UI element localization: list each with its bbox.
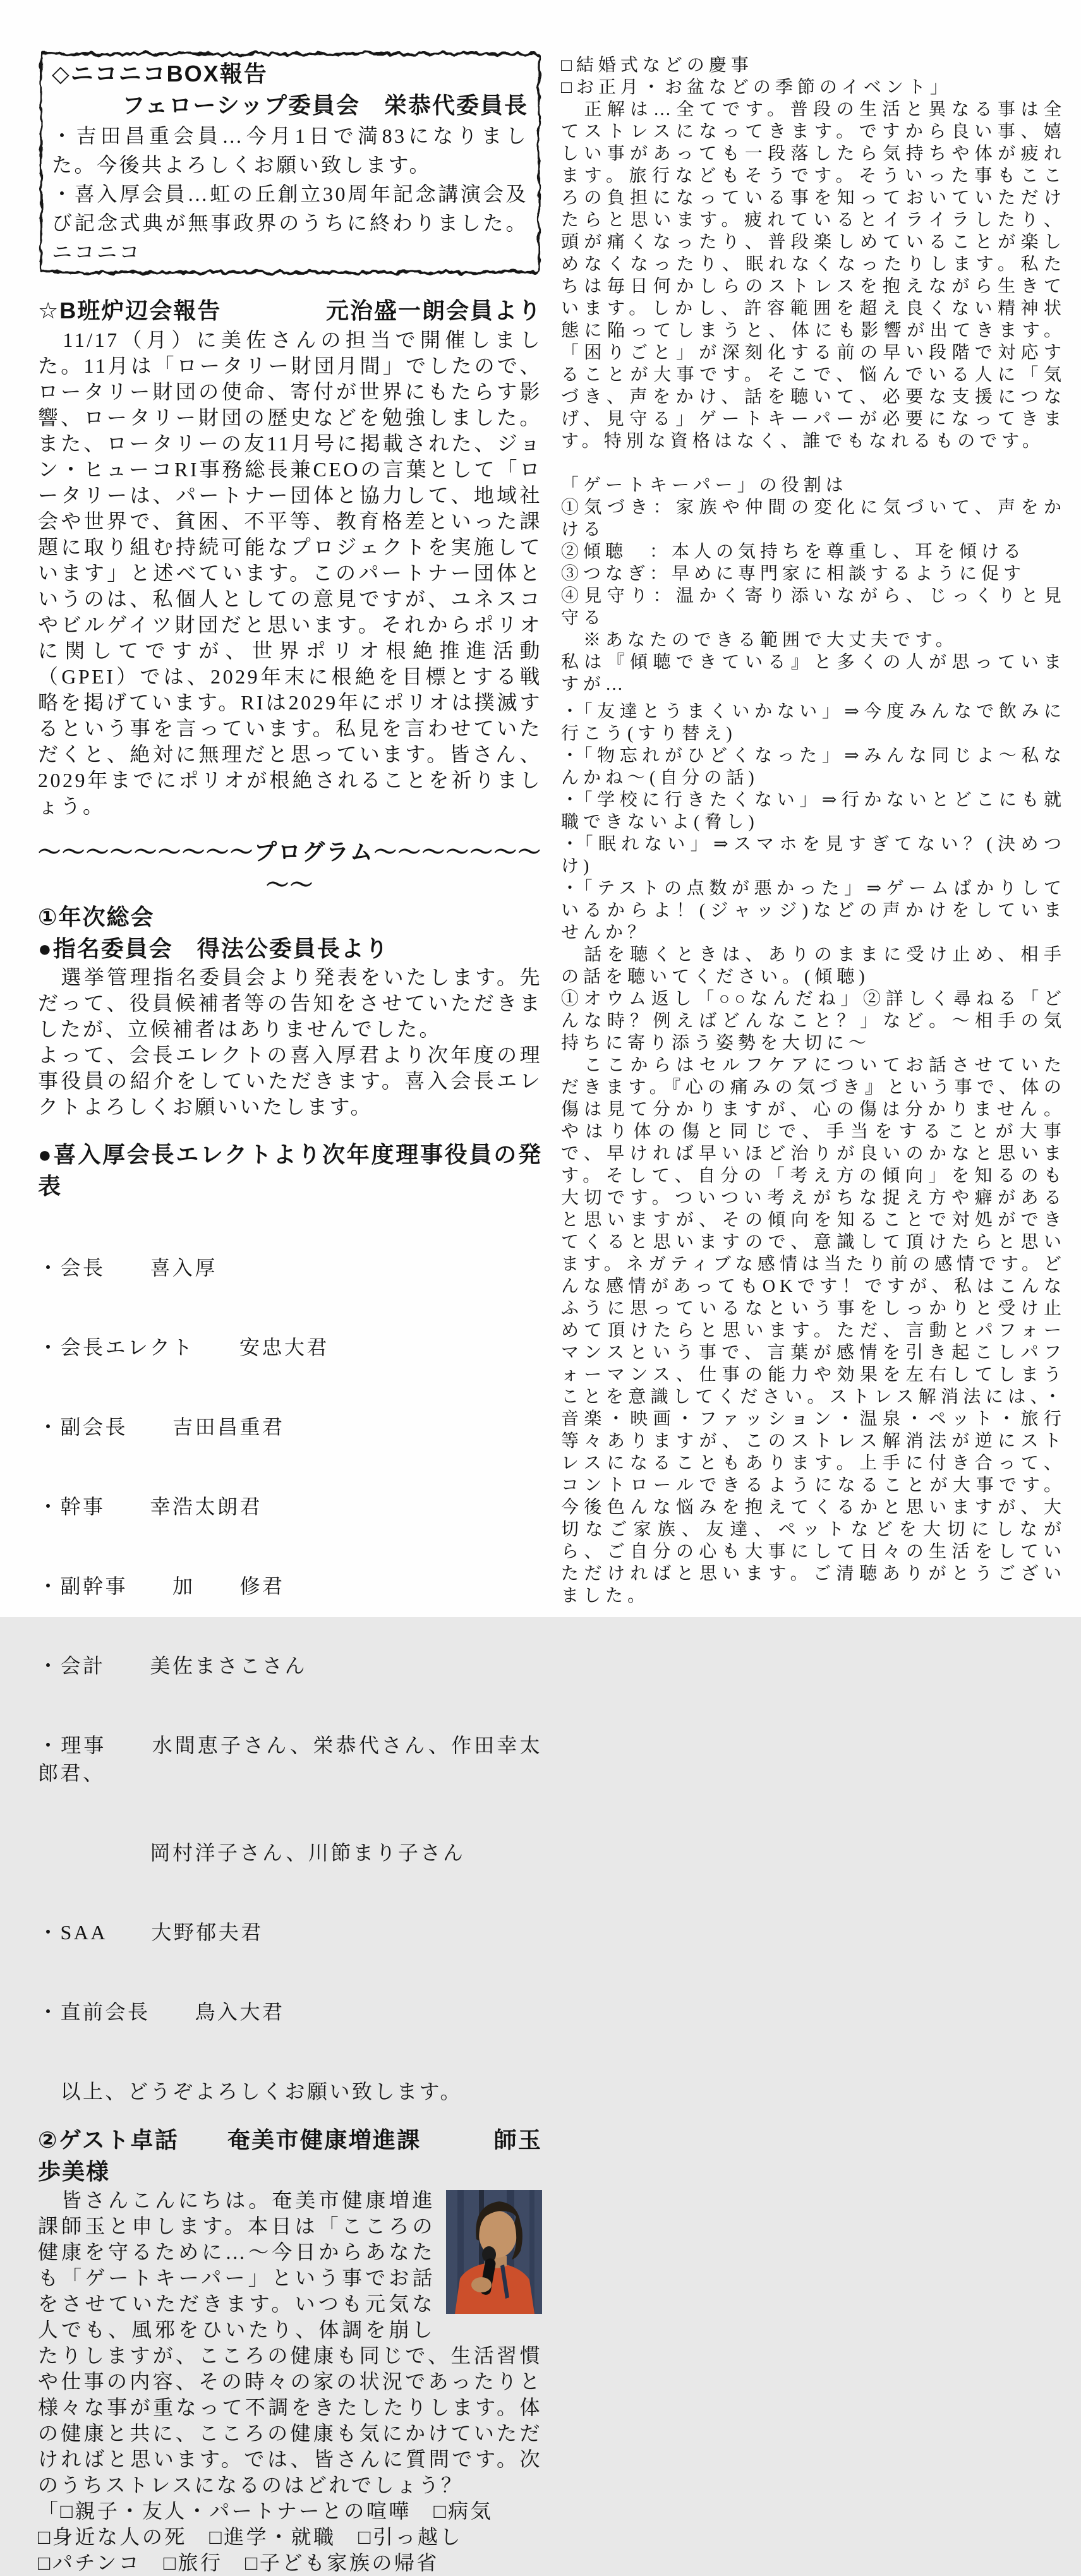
quiz-continuation-line: □お正月・お盆などの季節のイベント」 bbox=[561, 78, 952, 97]
speaker-photo bbox=[446, 2190, 542, 2314]
officer-item: 岡村洋子さん、川節まり子さん bbox=[38, 1841, 466, 1864]
nico-box-report bbox=[38, 49, 542, 277]
left-column bbox=[38, 49, 567, 2574]
nico-box-item: ・吉田昌重会員…今月1日で満83になりました。今後共よろしくお願い致します。 bbox=[52, 124, 528, 176]
officer-item: ・直前会長 鳥入大君 bbox=[38, 2001, 285, 2023]
example-item: ・「眠れない」⇒スマホを見すぎてない？(決めつけ) bbox=[561, 834, 1066, 876]
nominating-committee-heading: ●指名委員会 得法公委員長より bbox=[38, 936, 389, 961]
officer-item: ・会長 喜入厚 bbox=[38, 1256, 218, 1279]
stress-quiz-line: □身近な人の死 □進学・就職 □引っ越し bbox=[38, 2525, 462, 2548]
gatekeeper-role-item: ①気づき：家族や仲間の変化に気づいて、声をかける bbox=[561, 498, 1066, 539]
answer-paragraph: 正解は…全てです。普段の生活と異なる事は全てストレスになってきます。ですから良い事、嬉しい事があっても一段落したら気持ちや体が疲れます。旅行などもそうです。そういった事もこころの負担になっている事を知っておいていただけたらと思います。疲れているとイライラしたり、頭が痛くなったり、普段楽しめていることが楽しめなくなったり、眠れなくなったりします。私たちは毎日何かしらのストレスを抱えながら生きています。しかし、許容範囲を超え良くない精神状態に陥ってしまうと、体にも影響が出てきます。「困りごと」が深刻化する前の早い段階で対応することが大事です。そこで、悩んでいる人に「気づき、声をかけ、話を聴いて、必要な支援につなげ、見守る」ゲートキーパーが必要になってきます。特別な資格はなく、誰でもなれるものです。 bbox=[561, 100, 1066, 451]
officer-closing: 以上、どうぞよろしくお願い致します。 bbox=[38, 2080, 462, 2103]
guest-talk-heading: ②ゲスト卓話 奄美市健康増進課 師玉 歩美様 bbox=[38, 2127, 567, 2184]
officer-item: ・幹事 幸浩太朗君 bbox=[38, 1495, 263, 1518]
right-column bbox=[561, 49, 1066, 1617]
annual-meeting-title: ①年次総会 bbox=[38, 904, 155, 930]
example-item: ・「テストの点数が悪かった」⇒ゲームばかりしているからよ！(ジャッジ)などの声かけをしていませんか？ bbox=[561, 879, 1066, 942]
nico-box-subtitle: フェローシップ委員会 栄恭代委員長 bbox=[122, 92, 528, 118]
example-item: ・「友達とうまくいかない」⇒今度みんなで飲みに行こう(すり替え) bbox=[561, 702, 1066, 743]
rohen-report-heading bbox=[38, 296, 542, 326]
oumu-paragraph: ①オウム返し「○○なんだね」②詳しく尋ねる「どんな時？例えばどんなこと？」など。～相手の気持ちに寄り添う姿勢を大切に～ bbox=[561, 989, 1066, 1053]
guest-talk-body bbox=[38, 2188, 542, 2498]
rohen-report-title: ☆B班炉辺会報告 bbox=[38, 298, 222, 323]
officer-item: ・SAA 大野郁夫君 bbox=[38, 1921, 263, 1944]
nominating-body-1: 選挙管理指名委員会より発表をいたします。先だって、役員候補者等の告知をさせていただきましたが、立候補者はありませんでした。 bbox=[38, 966, 542, 1040]
keicho-paragraph: 私は『傾聴できている』と多くの人が思っていますが… bbox=[561, 653, 1066, 694]
officer-item: ・会計 美佐まさこさん bbox=[38, 1654, 308, 1677]
guest-talk-text: 皆さんこんにちは。奄美市健康増進課師玉と申します。本日は「こころの健康を守るために…～今日からあなたも「ゲートキーパー」という事でお話をさせていただきます。いつも元気な人でも、風邪をひいたり、体調を崩したりしますが、こころの健康も同じで、生活習慣や仕事の内容、その時々の家の状況であったりと様々な事が重なって不調をきたしたりします。体の健康と共に、こころの健康も気にかけていただければと思います。では、皆さんに質問です。次のうちストレスになるのはどれでしょう？ bbox=[38, 2189, 542, 2496]
officer-item: ・副会長 吉田昌重君 bbox=[38, 1416, 285, 1438]
officer-item: ・会長エレクト 安忠大君 bbox=[38, 1336, 329, 1359]
gatekeeper-role-item: ※あなたのできる範囲で大丈夫です。 bbox=[561, 630, 958, 650]
gatekeeper-role-item: ④見守り：温かく寄り添いながら、じっくりと見守る bbox=[561, 586, 1066, 628]
nico-box-title: ◇ニコニコBOX報告 bbox=[52, 61, 268, 87]
rohen-report-byline: 元治盛一朗会員より bbox=[325, 298, 542, 323]
officer-announcement-heading: ●喜入厚会長エレクトより次年度理事役員の発表 bbox=[38, 1141, 542, 1199]
stress-quiz-line: □パチンコ □旅行 □子ども家族の帰省 bbox=[38, 2551, 439, 2574]
rohen-report-body: 11/17（月）に美佐さんの担当で開催しました。11月は「ロータリー財団月間」でしたので、ロータリー財団の使命、寄付が世界にもたらす影響、ロータリー財団の歴史などを勉強しました。また、ロータリーの友11月号に掲載された、ジョン・ヒューコRI事務総長兼CEOの言葉として「ロータリーは、パートナー団体と協力して、地域社会や世界で、貧困、不平等、教育格差といった課題に取り組む持続可能なプロジェクトを実施しています」と述べています。このパートナー団体というのは、私個人としての意見ですが、ユネスコやビルゲイツ財団だと思います。それからポリオに関してですが、世界ポリオ根絶推進活動（GPEI）では、2029年末に根絶を目標とする戦略を掲げています。RIは2029年にポリオは撲滅するという事を言っています。私見を言わせていただくと、絶対に無理だと思っています。皆さん、2029年までにポリオが根絶されることを祈りましょう。 bbox=[38, 328, 542, 817]
gatekeeper-role-item: ②傾聴 ：本人の気持ちを尊重し、耳を傾ける bbox=[561, 542, 1026, 562]
speaker-hand bbox=[471, 2277, 492, 2292]
listening-paragraph: 話を聴くときは、ありのままに受け止め、相手の話を聴いてください。(傾聴) bbox=[561, 945, 1066, 987]
gatekeeper-roles-title: 「ゲートキーパー」の役割は bbox=[561, 476, 848, 495]
officer-list bbox=[38, 1202, 542, 2078]
officer-item: ・理事 水間恵子さん、栄恭代さん、作田幸太郎君、 bbox=[38, 1734, 542, 1785]
program-header: ～～～～～～～～～プログラム～～～～～～～～～ bbox=[38, 839, 542, 898]
quiz-continuation-line: □結婚式などの慶事 bbox=[561, 56, 753, 75]
example-item: ・「物忘れがひどくなった」⇒みんな同じよ～私なんかね～(自分の話) bbox=[561, 746, 1066, 788]
stress-quiz-line: 「□親子・友人・パートナーとの喧嘩 □病気 bbox=[38, 2500, 493, 2522]
nominating-body-2: よって、会長エレクトの喜入厚君より次年度の理事役員の紹介をしていただきます。喜入会長エレクトよろしくお願いいたします。 bbox=[38, 1044, 542, 1118]
nico-box-item: ・喜入厚会員…虹の丘創立30周年記念講演会及び記念式典が無事政界のうちに終わりました。ニコニコ bbox=[52, 183, 528, 263]
spacer bbox=[561, 452, 1066, 474]
example-item: ・「学校に行きたくない」⇒行かないとどこにも就職できないよ(脅し) bbox=[561, 790, 1066, 832]
officer-item: ・副幹事 加 修君 bbox=[38, 1575, 285, 1598]
gatekeeper-role-item: ③つなぎ：早めに専門家に相談するように促す bbox=[561, 564, 1026, 584]
selfcare-paragraph: ここからはセルフケアについてお話させていただきます。『心の痛みの気づき』という事で、体の傷は見て分かりますが、心の傷は分かりません。やはり体の傷と同じで、手当をすることが大事で、早ければ早いほど治りが良いのかなと思います。そして、自分の「考え方の傾向」を知るのも大切です。ついつい考えがちな捉え方や癖があると思いますが、その傾向を知ることで対処ができてくると思いますので、意識して頂けたらと思います。ネガティブな感情は当たり前の感情です。どんな感情があってもOKです！ですが、私はこんなふうに思っているなという事をしっかりと受け止めて頂けたらと思います。ただ、言動とパフォーマンスという事で、言葉が感情を引き起こしパフォーマンス、仕事の能力や効果を左右してしまうことを意識してください。ストレス解消法には、・音楽・映画・ファッション・温泉・ペット・旅行等々ありますが、このストレス解消法が逆にストレスになることもあります。上手に付き合って、コントロールできるようになることが大事です。今後色んな悩みを抱えてくるかと思いますが、大切なご家族、友達、ペットなどを大切にしながら、ご自分の心も大事にして日々の生活をしていただければと思います。ご清聴ありがとうございました。 bbox=[561, 1056, 1066, 1606]
